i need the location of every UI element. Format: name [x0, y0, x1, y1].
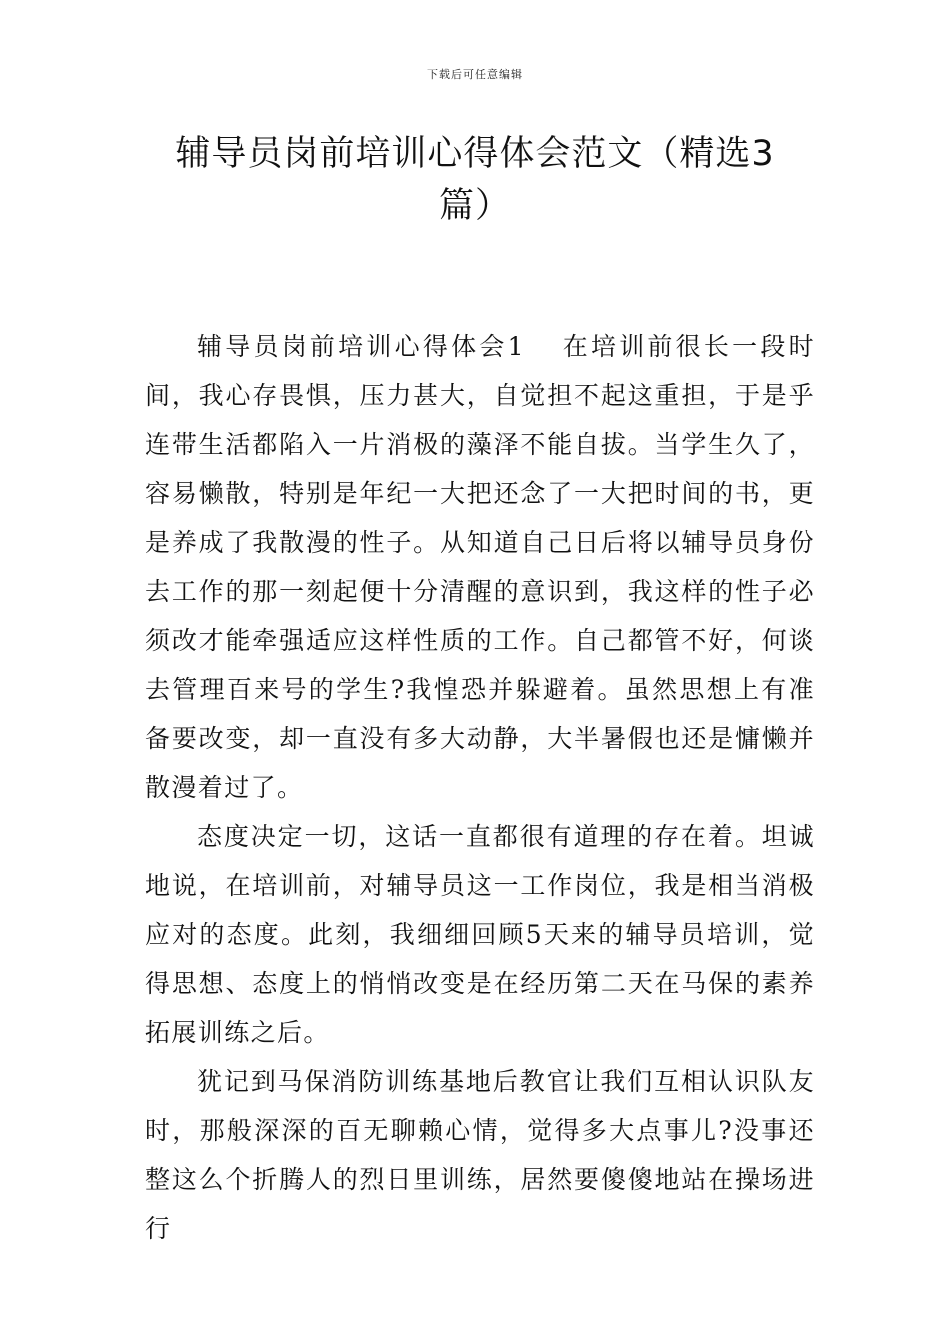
document-body [145, 322, 815, 1253]
paragraph-1-text: 在培训前很长一段时间，我心存畏惧，压力甚大，自觉担不起这重担，于是乎连带生活都陷入一片消极的藻泽不能自拔。当学生久了，容易懒散，特别是年纪一大把还念了一大把时间的书，更是养成了我散漫的性子。从知道自己日后将以辅导员身份去工作的那一刻起便十分清醒的意识到，我这样的性子必须改才能牵强适应这样性质的工作。自己都管不好，何谈去管理百来号的学生?我惶恐并躲避着。虽然思想上有准备要改变，却一直没有多大动静，大半暑假也还是慵懒并散漫着过了。 [145, 332, 815, 802]
section-label: 辅导员岗前培训心得体会1 [197, 332, 525, 361]
title-line-1: 辅导员岗前培训心得体会范文（精选3 [175, 134, 775, 174]
header-note: 下载后可任意编辑 [427, 68, 523, 81]
document-title [150, 128, 800, 232]
title-line-2: 篇） [438, 186, 511, 226]
paragraph-2: 态度决定一切，这话一直都很有道理的存在着。坦诚地说，在培训前，对辅导员这一工作岗位，我是相当消极应对的态度。此刻，我细细回顾5天来的辅导员培训，觉得思想、态度上的悄悄改变是在经历第二天在马保的素养拓展训练之后。 [145, 822, 815, 1047]
paragraph-1 [145, 322, 815, 812]
paragraph-3: 犹记到马保消防训练基地后教官让我们互相认识队友时，那般深深的百无聊赖心情，觉得多大点事儿?没事还整这么个折腾人的烈日里训练，居然要傻傻地站在操场进行 [145, 1067, 815, 1243]
